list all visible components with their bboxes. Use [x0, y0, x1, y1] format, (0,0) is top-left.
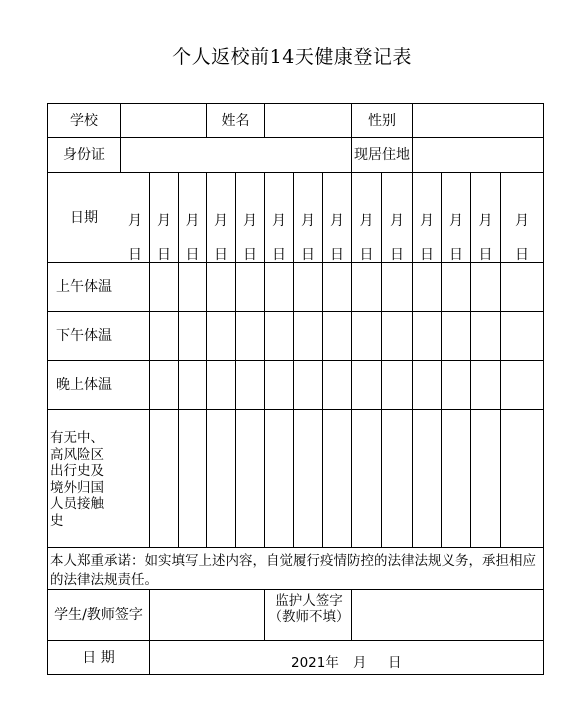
day-month-label: 月	[185, 213, 200, 229]
evening-temp-cell[interactable]	[121, 361, 149, 409]
date-month: 月	[353, 655, 367, 671]
day-month-label: 月	[272, 213, 286, 229]
morning-temp-cell[interactable]	[265, 263, 293, 311]
residence-field[interactable]	[413, 138, 543, 172]
label-gender: 性别	[368, 112, 396, 129]
day-month-label: 月	[478, 213, 493, 229]
label-signature-guardian: 监护人签字（教师不填）	[268, 593, 350, 625]
morning-temp-cell[interactable]	[471, 263, 500, 311]
day-day-label: 日	[515, 247, 529, 263]
morning-temp-cell[interactable]	[207, 263, 235, 311]
exposure-history-cell[interactable]	[413, 410, 441, 547]
evening-temp-cell[interactable]	[471, 361, 500, 409]
day-month-label: 月	[301, 213, 315, 229]
label-morning-temp: 上午体温	[56, 279, 112, 295]
exposure-history-cell[interactable]	[121, 410, 149, 547]
day-month-label: 月	[359, 213, 374, 229]
afternoon-temp-cell[interactable]	[121, 312, 149, 360]
day-day-label: 日	[157, 247, 171, 263]
day-month-label: 月	[128, 213, 142, 229]
label-signature-student-teacher: 学生/教师签字	[54, 607, 143, 623]
gender-field[interactable]	[413, 104, 543, 137]
form-title: 个人返校前14天健康登记表	[172, 46, 412, 68]
evening-temp-cell[interactable]	[150, 361, 178, 409]
evening-temp-cell[interactable]	[179, 361, 206, 409]
afternoon-temp-cell[interactable]	[442, 312, 470, 360]
morning-temp-cell[interactable]	[179, 263, 206, 311]
morning-temp-cell[interactable]	[150, 263, 178, 311]
day-month-label: 月	[420, 213, 434, 229]
label-evening-temp: 晚上体温	[56, 377, 112, 393]
afternoon-temp-cell[interactable]	[179, 312, 206, 360]
morning-temp-cell[interactable]	[294, 263, 322, 311]
exposure-history-cell[interactable]	[323, 410, 351, 547]
afternoon-temp-cell[interactable]	[236, 312, 264, 360]
exposure-history-cell[interactable]	[294, 410, 322, 547]
morning-temp-cell[interactable]	[382, 263, 412, 311]
morning-temp-cell[interactable]	[323, 263, 351, 311]
day-month-label: 月	[390, 213, 404, 229]
day-day-label: 日	[243, 247, 257, 263]
day-day-label: 日	[301, 247, 315, 263]
exposure-history-cell[interactable]	[236, 410, 264, 547]
label-id-card: 身份证	[63, 147, 105, 163]
exposure-history-cell[interactable]	[471, 410, 500, 547]
morning-temp-cell[interactable]	[121, 263, 149, 311]
afternoon-temp-cell[interactable]	[413, 312, 441, 360]
exposure-history-cell[interactable]	[207, 410, 235, 547]
label-name: 姓名	[221, 112, 250, 129]
morning-temp-cell[interactable]	[442, 263, 470, 311]
evening-temp-cell[interactable]	[207, 361, 235, 409]
morning-temp-cell[interactable]	[501, 263, 543, 311]
student-teacher-signature-field[interactable]	[150, 590, 264, 640]
morning-temp-cell[interactable]	[236, 263, 264, 311]
day-day-label: 日	[214, 247, 228, 263]
afternoon-temp-cell[interactable]	[501, 312, 543, 360]
label-date-bottom: 日 期	[82, 649, 115, 666]
day-month-label: 月	[157, 213, 171, 229]
exposure-history-cell[interactable]	[265, 410, 293, 547]
exposure-history-cell[interactable]	[179, 410, 206, 547]
exposure-history-cell[interactable]	[150, 410, 178, 547]
evening-temp-cell[interactable]	[352, 361, 381, 409]
afternoon-temp-cell[interactable]	[294, 312, 322, 360]
pledge-text: 本人郑重承诺：如实填写上述内容，自觉履行疫情防控的法律法规义务，承担相应的法律法规责任。	[50, 553, 536, 588]
label-date: 日期	[70, 209, 98, 226]
label-exposure-history: 有无中、高风险区出行史及境外归国人员接触史	[50, 430, 104, 529]
exposure-history-cell[interactable]	[501, 410, 543, 547]
evening-temp-cell[interactable]	[382, 361, 412, 409]
afternoon-temp-cell[interactable]	[265, 312, 293, 360]
day-day-label: 日	[330, 247, 344, 263]
evening-temp-cell[interactable]	[323, 361, 351, 409]
evening-temp-cell[interactable]	[294, 361, 322, 409]
evening-temp-cell[interactable]	[442, 361, 470, 409]
day-day-label: 日	[478, 247, 493, 263]
evening-temp-cell[interactable]	[265, 361, 293, 409]
date-year: 2021年	[291, 655, 339, 671]
day-day-label: 日	[128, 247, 142, 263]
label-school: 学校	[70, 112, 98, 129]
date-day: 日	[388, 655, 402, 671]
day-month-label: 月	[243, 213, 257, 229]
label-residence: 现居住地	[354, 147, 410, 163]
evening-temp-cell[interactable]	[501, 361, 543, 409]
afternoon-temp-cell[interactable]	[352, 312, 381, 360]
day-day-label: 日	[449, 247, 463, 263]
afternoon-temp-cell[interactable]	[382, 312, 412, 360]
evening-temp-cell[interactable]	[236, 361, 264, 409]
school-field[interactable]	[121, 104, 206, 137]
evening-temp-cell[interactable]	[413, 361, 441, 409]
afternoon-temp-cell[interactable]	[471, 312, 500, 360]
label-afternoon-temp: 下午体温	[56, 328, 112, 344]
afternoon-temp-cell[interactable]	[207, 312, 235, 360]
exposure-history-cell[interactable]	[382, 410, 412, 547]
exposure-history-cell[interactable]	[352, 410, 381, 547]
name-field[interactable]	[265, 104, 351, 137]
day-month-label: 月	[330, 213, 344, 229]
morning-temp-cell[interactable]	[413, 263, 441, 311]
day-month-label: 月	[515, 213, 529, 229]
afternoon-temp-cell[interactable]	[323, 312, 351, 360]
day-day-label: 日	[359, 247, 374, 263]
day-month-label: 月	[449, 213, 463, 229]
day-day-label: 日	[420, 247, 434, 263]
exposure-history-cell[interactable]	[442, 410, 470, 547]
afternoon-temp-cell[interactable]	[150, 312, 178, 360]
day-month-label: 月	[214, 213, 228, 229]
day-day-label: 日	[272, 247, 286, 263]
guardian-signature-field[interactable]	[352, 590, 543, 640]
day-day-label: 日	[390, 247, 404, 263]
id-card-field[interactable]	[121, 138, 351, 172]
morning-temp-cell[interactable]	[352, 263, 381, 311]
day-day-label: 日	[185, 247, 200, 263]
